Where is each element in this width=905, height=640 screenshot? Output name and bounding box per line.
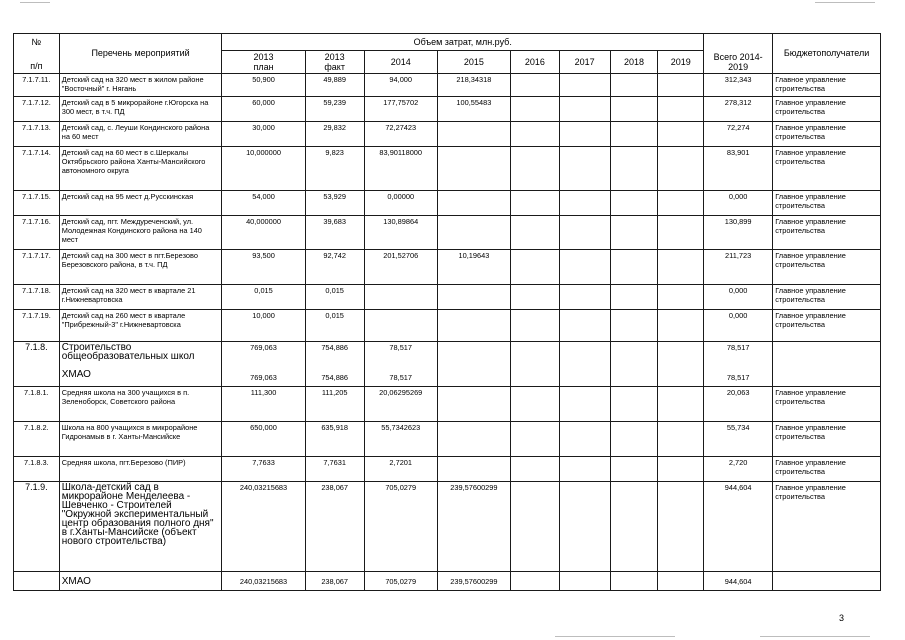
- row-2017: [559, 310, 610, 342]
- section-sub-2014: 705,0279: [364, 572, 437, 591]
- row-name: Школа на 800 учащихся в микрорайоне Гидронамыв в г. Ханты-Мансийске: [59, 422, 222, 457]
- section-total-cell: [704, 342, 773, 387]
- row-plan-2013: 10,000000: [222, 147, 305, 191]
- row-num: 7.1.9.: [14, 482, 60, 572]
- row-fact-2013: 53,929: [305, 191, 364, 216]
- table-row: [14, 122, 881, 147]
- row-2014: 94,000: [364, 74, 437, 97]
- scan-artifact-bottom-right: [760, 636, 870, 637]
- row-2019: [658, 147, 704, 191]
- row-name: Детский сад на 320 мест в жилом районе "Восточный" г. Нягань: [59, 74, 222, 97]
- row-plan-2013: 10,000: [222, 310, 305, 342]
- row-name: Детский сад на 320 мест в квартале 21 г.Нижневартовска: [59, 285, 222, 310]
- section-2017: [559, 342, 610, 387]
- table-row: [14, 216, 881, 250]
- row-2016: [510, 422, 559, 457]
- row-name: Детский сад на 60 мест в с.Шеркалы Октябрьского района Ханты-Мансийского автономного округа: [59, 147, 222, 191]
- row-num: 7.1.7.12.: [14, 97, 60, 122]
- section-recipient: Главное управление строительства: [773, 482, 881, 572]
- row-2017: [559, 457, 610, 482]
- row-2017: [559, 122, 610, 147]
- section-2017: [559, 482, 610, 572]
- row-total: 0,000: [704, 310, 773, 342]
- row-2015: [437, 457, 510, 482]
- row-total: 130,899: [704, 216, 773, 250]
- row-num: 7.1.7.16.: [14, 216, 60, 250]
- section-sub-fact-2013: 238,067: [305, 572, 364, 591]
- section-row-7-1-8: [14, 342, 881, 387]
- row-2016: [510, 387, 559, 422]
- row-2019: [658, 285, 704, 310]
- row-recipient: Главное управление строительства: [773, 191, 881, 216]
- table-row: [14, 97, 881, 122]
- row-num: 7.1.7.17.: [14, 250, 60, 285]
- row-2017: [559, 147, 610, 191]
- row-recipient: Главное управление строительства: [773, 74, 881, 97]
- table-row: [14, 310, 881, 342]
- section-row-7-1-9: [14, 482, 881, 572]
- row-2016: [510, 122, 559, 147]
- section-total: 944,604: [704, 482, 773, 572]
- row-total: 278,312: [704, 97, 773, 122]
- row-fact-2013: 29,832: [305, 122, 364, 147]
- header-2013-plan: 2013 план: [222, 51, 305, 74]
- header-2016: 2016: [510, 51, 559, 74]
- row-2019: [658, 74, 704, 97]
- row-total: 20,063: [704, 387, 773, 422]
- row-recipient: Главное управление строительства: [773, 122, 881, 147]
- row-recipient: Главное управление строительства: [773, 457, 881, 482]
- row-2018: [610, 310, 658, 342]
- header-2018: 2018: [610, 51, 658, 74]
- section-2016: [510, 342, 559, 387]
- row-2014: 201,52706: [364, 250, 437, 285]
- row-2014: 72,27423: [364, 122, 437, 147]
- section-fact-2013: 754,886: [321, 343, 349, 352]
- row-num: 7.1.7.11.: [14, 74, 60, 97]
- row-num: 7.1.7.19.: [14, 310, 60, 342]
- row-recipient: Главное управление строительства: [773, 387, 881, 422]
- section-sub-2014: 78,517: [389, 373, 413, 382]
- row-fact-2013: 92,742: [305, 250, 364, 285]
- row-total: 0,000: [704, 285, 773, 310]
- section-2016: [510, 482, 559, 572]
- row-recipient: Главное управление строительства: [773, 422, 881, 457]
- row-2015: 10,19643: [437, 250, 510, 285]
- row-recipient: Главное управление строительства: [773, 285, 881, 310]
- row-num: 7.1.7.13.: [14, 122, 60, 147]
- row-total: 83,901: [704, 147, 773, 191]
- section-sub-total: 78,517: [726, 373, 750, 382]
- section-plan-2013: 769,063: [250, 343, 277, 352]
- row-2018: [610, 250, 658, 285]
- header-num-bottom: п/п: [14, 51, 60, 74]
- header-total-spacer: [704, 34, 773, 51]
- row-2015: [437, 216, 510, 250]
- row-recipient: Главное управление строительства: [773, 97, 881, 122]
- row-2015: [437, 285, 510, 310]
- section-sub-total: 944,604: [704, 572, 773, 591]
- table-row: [14, 74, 881, 97]
- row-2016: [510, 250, 559, 285]
- header-2014: 2014: [364, 51, 437, 74]
- section-sub-2017: [559, 572, 610, 591]
- row-2016: [510, 191, 559, 216]
- table-row: [14, 147, 881, 191]
- row-plan-2013: 0,015: [222, 285, 305, 310]
- row-fact-2013: 49,889: [305, 74, 364, 97]
- section-sub-recipient: [773, 572, 881, 591]
- row-2018: [610, 216, 658, 250]
- section-2019: [658, 342, 704, 387]
- row-2016: [510, 97, 559, 122]
- page-number: 3: [839, 613, 845, 623]
- row-recipient: Главное управление строительства: [773, 250, 881, 285]
- row-2015: [437, 310, 510, 342]
- section-sub-plan-2013: 769,063: [250, 373, 277, 382]
- row-name: Средняя школа на 300 учащихся в п. Зеленоборск, Советского района: [59, 387, 222, 422]
- row-plan-2013: 50,900: [222, 74, 305, 97]
- row-2016: [510, 74, 559, 97]
- row-2018: [610, 147, 658, 191]
- row-2014: 130,89864: [364, 216, 437, 250]
- section-sub-name: ХМАО: [59, 572, 222, 591]
- row-name: Детский сад на 95 мест д.Русскинская: [59, 191, 222, 216]
- row-name: Детский сад, с. Леуши Кондинского района на 60 мест: [59, 122, 222, 147]
- section-sub-name: ХМАО: [61, 369, 91, 380]
- table-row: [14, 387, 881, 422]
- row-num: 7.1.7.15.: [14, 191, 60, 216]
- row-fact-2013: 111,205: [305, 387, 364, 422]
- row-2015: 100,55483: [437, 97, 510, 122]
- row-2019: [658, 310, 704, 342]
- row-2017: [559, 191, 610, 216]
- row-recipient: Главное управление строительства: [773, 216, 881, 250]
- scan-artifact-top-right: [815, 2, 875, 3]
- section-sub-2016: [510, 572, 559, 591]
- row-plan-2013: 650,000: [222, 422, 305, 457]
- row-2014: 2,7201: [364, 457, 437, 482]
- row-2017: [559, 216, 610, 250]
- header-activities: Перечень мероприятий: [59, 34, 222, 74]
- row-plan-2013: 111,300: [222, 387, 305, 422]
- row-num: 7.1.8.2.: [14, 422, 60, 457]
- row-2014: [364, 285, 437, 310]
- header-costs-group: Объем затрат, млн.руб.: [222, 34, 704, 51]
- row-2016: [510, 285, 559, 310]
- row-2014: 83,90118000: [364, 147, 437, 191]
- header-2013-fact: 2013 факт: [305, 51, 364, 74]
- header-recipients: Бюджетополучатели: [773, 34, 881, 74]
- row-plan-2013: 60,000: [222, 97, 305, 122]
- row-2018: [610, 457, 658, 482]
- row-2018: [610, 191, 658, 216]
- row-name: Детский сад в 5 микрорайоне г.Югорска на 300 мест, в т.ч. ПД: [59, 97, 222, 122]
- header-row-1: [14, 34, 881, 51]
- section-sub-2018: [610, 572, 658, 591]
- row-2018: [610, 422, 658, 457]
- row-2015: [437, 387, 510, 422]
- row-2019: [658, 422, 704, 457]
- row-plan-2013: 7,7633: [222, 457, 305, 482]
- row-2016: [510, 457, 559, 482]
- table-row: [14, 422, 881, 457]
- row-2018: [610, 285, 658, 310]
- row-num: 7.1.7.18.: [14, 285, 60, 310]
- row-2016: [510, 216, 559, 250]
- table-row: [14, 457, 881, 482]
- section-fact-2013-cell: [305, 342, 364, 387]
- section-2018: [610, 342, 658, 387]
- section-recipient: [773, 342, 881, 387]
- section-plan-2013-cell: [222, 342, 305, 387]
- row-num: [14, 572, 60, 591]
- row-fact-2013: 59,239: [305, 97, 364, 122]
- row-num: 7.1.8.1.: [14, 387, 60, 422]
- row-2019: [658, 122, 704, 147]
- table-row: [14, 285, 881, 310]
- header-2017: 2017: [559, 51, 610, 74]
- row-2015: [437, 147, 510, 191]
- row-num: 7.1.7.14.: [14, 147, 60, 191]
- section-name-cell: [59, 342, 222, 387]
- section-2018: [610, 482, 658, 572]
- section-row-7-1-9-hmao: [14, 572, 881, 591]
- row-2014: [364, 310, 437, 342]
- header-total: Всего 2014- 2019: [704, 51, 773, 74]
- row-recipient: Главное управление строительства: [773, 147, 881, 191]
- section-2014: 705,0279: [364, 482, 437, 572]
- row-plan-2013: 30,000: [222, 122, 305, 147]
- row-fact-2013: 0,015: [305, 310, 364, 342]
- section-fact-2013: 238,067: [305, 482, 364, 572]
- row-total: 211,723: [704, 250, 773, 285]
- section-name: Строительство общеобразовательных школ: [61, 342, 195, 362]
- row-2019: [658, 97, 704, 122]
- row-num: 7.1.8.: [14, 342, 60, 387]
- row-name: Средняя школа, пгт.Березово (ПИР): [59, 457, 222, 482]
- row-fact-2013: 9,823: [305, 147, 364, 191]
- row-2018: [610, 97, 658, 122]
- row-2017: [559, 74, 610, 97]
- row-recipient: Главное управление строительства: [773, 310, 881, 342]
- row-2015: 218,34318: [437, 74, 510, 97]
- section-plan-2013: 240,03215683: [222, 482, 305, 572]
- section-2019: [658, 482, 704, 572]
- row-2019: [658, 457, 704, 482]
- row-2015: [437, 122, 510, 147]
- row-plan-2013: 40,000000: [222, 216, 305, 250]
- row-total: 312,343: [704, 74, 773, 97]
- row-2015: [437, 422, 510, 457]
- section-sub-2019: [658, 572, 704, 591]
- scan-artifact-bottom: [555, 636, 675, 637]
- row-name: Детский сад на 300 мест в пгт.Березово Березовского района, в т.ч. ПД: [59, 250, 222, 285]
- section-name: Школа-детский сад в микрорайоне Менделеева - Шевченко - Строителей "Окружной экспериментальный центр образования полного дня" в г.Ханты-Мансийске (объект нового строительства): [59, 482, 222, 572]
- section-sub-2015: 239,57600299: [437, 572, 510, 591]
- row-total: 55,734: [704, 422, 773, 457]
- row-2014: 177,75702: [364, 97, 437, 122]
- header-2019: 2019: [658, 51, 704, 74]
- section-sub-fact-2013: 754,886: [321, 373, 349, 382]
- row-2019: [658, 216, 704, 250]
- row-2017: [559, 97, 610, 122]
- section-2015: [437, 342, 510, 387]
- row-2018: [610, 387, 658, 422]
- row-total: 0,000: [704, 191, 773, 216]
- section-2014: 78,517: [389, 343, 413, 352]
- row-plan-2013: 93,500: [222, 250, 305, 285]
- row-fact-2013: 635,918: [305, 422, 364, 457]
- row-2019: [658, 250, 704, 285]
- row-num: 7.1.8.3.: [14, 457, 60, 482]
- row-total: 72,274: [704, 122, 773, 147]
- row-2014: 20,06295269: [364, 387, 437, 422]
- row-2017: [559, 387, 610, 422]
- section-2015: 239,57600299: [437, 482, 510, 572]
- section-total: 78,517: [726, 343, 750, 352]
- row-2014: 55,7342623: [364, 422, 437, 457]
- header-2015: 2015: [437, 51, 510, 74]
- table-row: [14, 250, 881, 285]
- row-2016: [510, 310, 559, 342]
- row-2018: [610, 74, 658, 97]
- row-2017: [559, 250, 610, 285]
- scan-artifact-top: [20, 2, 50, 3]
- header-num-top: №: [14, 34, 60, 51]
- row-fact-2013: 0,015: [305, 285, 364, 310]
- row-2019: [658, 387, 704, 422]
- row-2019: [658, 191, 704, 216]
- row-total: 2,720: [704, 457, 773, 482]
- row-2015: [437, 191, 510, 216]
- row-2016: [510, 147, 559, 191]
- row-plan-2013: 54,000: [222, 191, 305, 216]
- row-2017: [559, 285, 610, 310]
- section-sub-plan-2013: 240,03215683: [222, 572, 305, 591]
- row-fact-2013: 7,7631: [305, 457, 364, 482]
- row-2017: [559, 422, 610, 457]
- row-2018: [610, 122, 658, 147]
- section-2014-cell: [364, 342, 437, 387]
- row-name: Детский сад на 260 мест в квартале "Прибрежный-3" г.Нижневартовска: [59, 310, 222, 342]
- cost-table: [13, 33, 881, 591]
- table-row: [14, 191, 881, 216]
- row-fact-2013: 39,683: [305, 216, 364, 250]
- row-2014: 0,00000: [364, 191, 437, 216]
- row-name: Детский сад, пгт. Междуреченский, ул. Молодежная Кондинского района на 140 мест: [59, 216, 222, 250]
